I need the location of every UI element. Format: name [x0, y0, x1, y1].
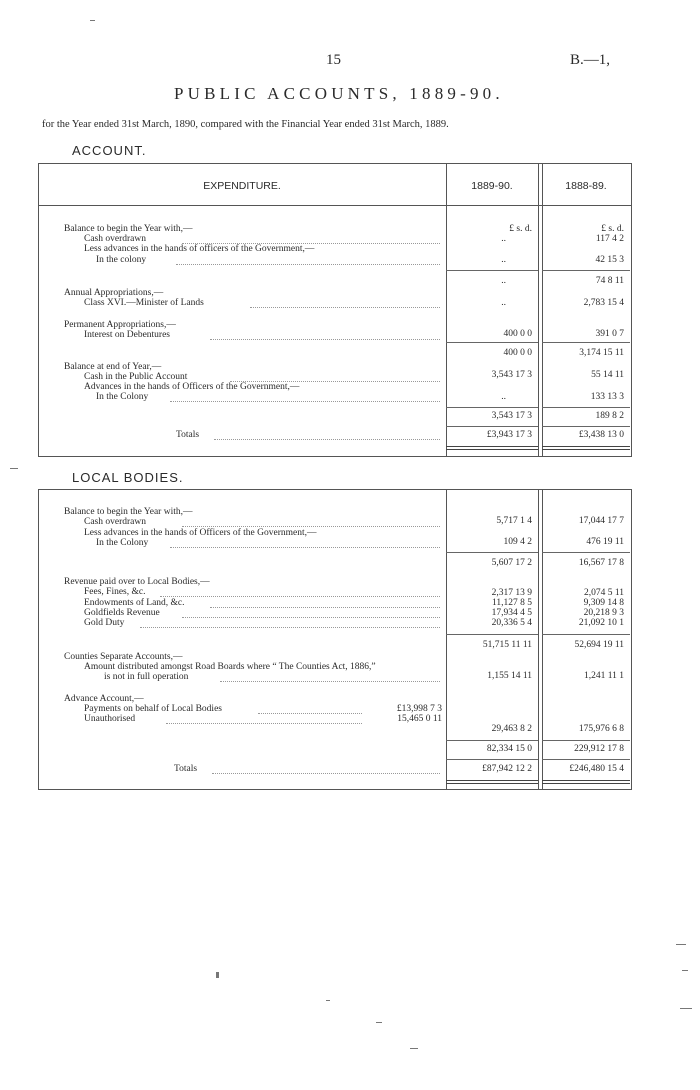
local-row-label: Amount distributed amongst Road Boards where “ The Counties Act, 1886,” [84, 662, 376, 672]
currency-header-1888: £ s. d. [601, 224, 624, 234]
subtotal-rule [542, 407, 630, 408]
local-cell-1888: 175,976 6 8 [578, 724, 624, 734]
account-row-label: Annual Appropriations,— [64, 288, 164, 298]
page-title: PUBLIC ACCOUNTS, 1889-90. [174, 84, 504, 103]
local-cell-1889: 5,717 1 4 [496, 516, 532, 526]
account-row-label: Permanent Appropriations,— [64, 320, 176, 330]
local-row-label: Revenue paid over to Local Bodies,— [64, 577, 210, 587]
account-cell-1889: 400 0 0 [503, 348, 532, 358]
account-cell-1889: .. [501, 276, 506, 286]
account-cell-1888: 117 4 2 [595, 234, 624, 244]
leader-dots [182, 617, 440, 618]
account-cell-1889: .. [501, 234, 506, 244]
leader-dots [210, 607, 440, 608]
currency-header-1889: £ s. d. [509, 224, 532, 234]
local-row-label: Less advances in the hands of Officers of the Government,— [84, 528, 317, 538]
subtotal-rule [446, 634, 538, 635]
leader-dots [182, 526, 440, 527]
local-cell-1888: 476 19 11 [586, 537, 624, 547]
local-cell-1888: 21,092 10 1 [578, 618, 624, 628]
scan-mark [90, 20, 95, 21]
scan-mark [326, 1000, 330, 1001]
local-cell-1888: 9,309 14 8 [583, 598, 624, 608]
leader-dots [170, 401, 440, 402]
page-number: 15 [326, 52, 341, 68]
account-row-label: Advances in the hands of Officers of the Government,— [84, 382, 300, 392]
local-bodies-heading: LOCAL BODIES. [72, 470, 184, 485]
account-row-label: Less advances in the hands of officers of the Government,— [84, 244, 315, 254]
local-inner-amount: £13,998 7 3 [396, 704, 442, 714]
local-cell-1888: 1,241 11 1 [583, 671, 624, 681]
account-cell-1889: .. [501, 255, 506, 265]
scan-mark [680, 1008, 692, 1009]
account-cell-1888: 42 15 3 [595, 255, 624, 265]
local-cell-1889: 109 4 2 [503, 537, 532, 547]
leader-dots [140, 627, 440, 628]
totals-double-rule [542, 446, 630, 450]
subtotal-rule [446, 270, 538, 271]
local-cell-1889: 51,715 11 11 [482, 640, 532, 650]
account-row-label: In the colony [96, 255, 147, 265]
local-cell-1889: 2,317 13 9 [491, 588, 532, 598]
account-row-label: Balance to begin the Year with,— [64, 224, 193, 234]
local-col-divider-2 [538, 489, 539, 789]
subtotal-rule [446, 552, 538, 553]
account-row-label: In the Colony [96, 392, 149, 402]
totals-double-rule [542, 780, 630, 784]
account-row-label: Cash overdrawn [84, 234, 146, 244]
account-col-1889: 1889-90. [471, 180, 513, 192]
local-row-label: Fees, Fines, &c. [84, 587, 146, 597]
local-row-label: is not in full operation [104, 672, 189, 682]
local-inner-amount: 15,465 0 11 [397, 714, 442, 724]
local-row-label: Unauthorised [84, 714, 136, 724]
subtotal-rule [542, 342, 630, 343]
local-cell-1888: 16,567 17 8 [578, 558, 624, 568]
local-row-label: Endowments of Land, &c. [84, 598, 185, 608]
page-subtitle: for the Year ended 31st March, 1890, compared with the Financial Year ended 31st March, 1889. [42, 119, 449, 130]
local-cell-1889: 5,607 17 2 [491, 558, 532, 568]
account-row-label: Cash in the Public Account [84, 372, 188, 382]
totals-double-rule [446, 446, 538, 450]
local-cell-1888: 20,218 9 3 [583, 608, 624, 618]
local-row-label: Counties Separate Accounts,— [64, 652, 183, 662]
account-total-1888: £3,438 13 0 [578, 430, 624, 440]
account-cell-1888: 55 14 11 [591, 370, 624, 380]
account-cell-1888: 133 13 3 [590, 392, 624, 402]
account-cell-1889: 3,543 17 3 [491, 370, 532, 380]
account-cell-1888: 2,783 15 4 [583, 298, 624, 308]
leader-dots [160, 596, 440, 597]
account-totals-label: Totals [176, 430, 200, 440]
subtotal-rule [446, 407, 538, 408]
account-row-label: Interest on Debentures [84, 330, 170, 340]
leader-dots [176, 264, 440, 265]
leader-dots [214, 439, 440, 440]
local-cell-1889: 29,463 8 2 [491, 724, 532, 734]
local-row-label: Advance Account,— [64, 694, 144, 704]
scan-mark [676, 944, 686, 945]
local-cell-1888: 17,044 17 7 [578, 516, 624, 526]
leader-dots [212, 773, 440, 774]
leader-dots [210, 339, 440, 340]
leader-dots [258, 713, 362, 714]
scan-mark [682, 970, 688, 971]
leader-dots [250, 307, 440, 308]
local-row-label: In the Colony [96, 538, 149, 548]
leader-dots [170, 547, 440, 548]
subtotal-rule [446, 740, 538, 741]
local-row-label: Balance to begin the Year with,— [64, 507, 193, 517]
local-cell-1889: 1,155 14 11 [487, 671, 532, 681]
local-cell-1889: 82,334 15 0 [486, 744, 532, 754]
subtotal-rule [542, 270, 630, 271]
scan-mark [376, 1022, 382, 1023]
subtotal-rule [446, 342, 538, 343]
account-cell-1889: .. [501, 298, 506, 308]
local-cell-1888: 229,912 17 8 [574, 744, 624, 754]
account-col-1888: 1888-89. [565, 180, 607, 192]
account-cell-1888: 74 8 11 [595, 276, 624, 286]
account-row-label: Balance at end of Year,— [64, 362, 162, 372]
leader-dots [220, 681, 440, 682]
account-col-divider-2 [538, 163, 539, 456]
totals-rule [542, 426, 630, 427]
leader-dots [166, 723, 362, 724]
local-total-1889: £87,942 12 2 [482, 764, 532, 774]
totals-rule [446, 759, 538, 760]
local-row-label: Gold Duty [84, 618, 125, 628]
local-total-1888: £246,480 15 4 [569, 764, 624, 774]
local-totals-label: Totals [174, 764, 198, 774]
scan-mark [10, 468, 18, 469]
local-cell-1889: 11,127 8 5 [491, 598, 532, 608]
account-row-label: Class XVI.—Minister of Lands [84, 298, 204, 308]
scan-mark [216, 972, 219, 978]
scan-mark [410, 1048, 418, 1049]
local-cell-1889: 20,336 5 4 [491, 618, 532, 628]
account-cell-1888: 189 8 2 [595, 411, 624, 421]
account-cell-1889: .. [501, 392, 506, 402]
account-cell-1888: 391 0 7 [595, 329, 624, 339]
document-reference: B.—1, [570, 52, 611, 68]
local-cell-1888: 52,694 19 11 [574, 640, 624, 650]
subtotal-rule [542, 634, 630, 635]
subtotal-rule [542, 740, 630, 741]
account-col-expenditure: EXPENDITURE. [203, 180, 281, 192]
account-cell-1889: 3,543 17 3 [491, 411, 532, 421]
account-cell-1889: 400 0 0 [503, 329, 532, 339]
account-total-1889: £3,943 17 3 [486, 430, 532, 440]
local-row-label: Cash overdrawn [84, 517, 146, 527]
local-row-label: Payments on behalf of Local Bodies [84, 704, 222, 714]
local-cell-1889: 17,934 4 5 [491, 608, 532, 618]
account-cell-1888: 3,174 15 11 [579, 348, 624, 358]
totals-rule [542, 759, 630, 760]
local-cell-1888: 2,074 5 11 [583, 588, 624, 598]
account-heading: ACCOUNT. [72, 143, 147, 158]
totals-rule [446, 426, 538, 427]
local-row-label: Goldfields Revenue [84, 608, 160, 618]
subtotal-rule [542, 552, 630, 553]
totals-double-rule [446, 780, 538, 784]
